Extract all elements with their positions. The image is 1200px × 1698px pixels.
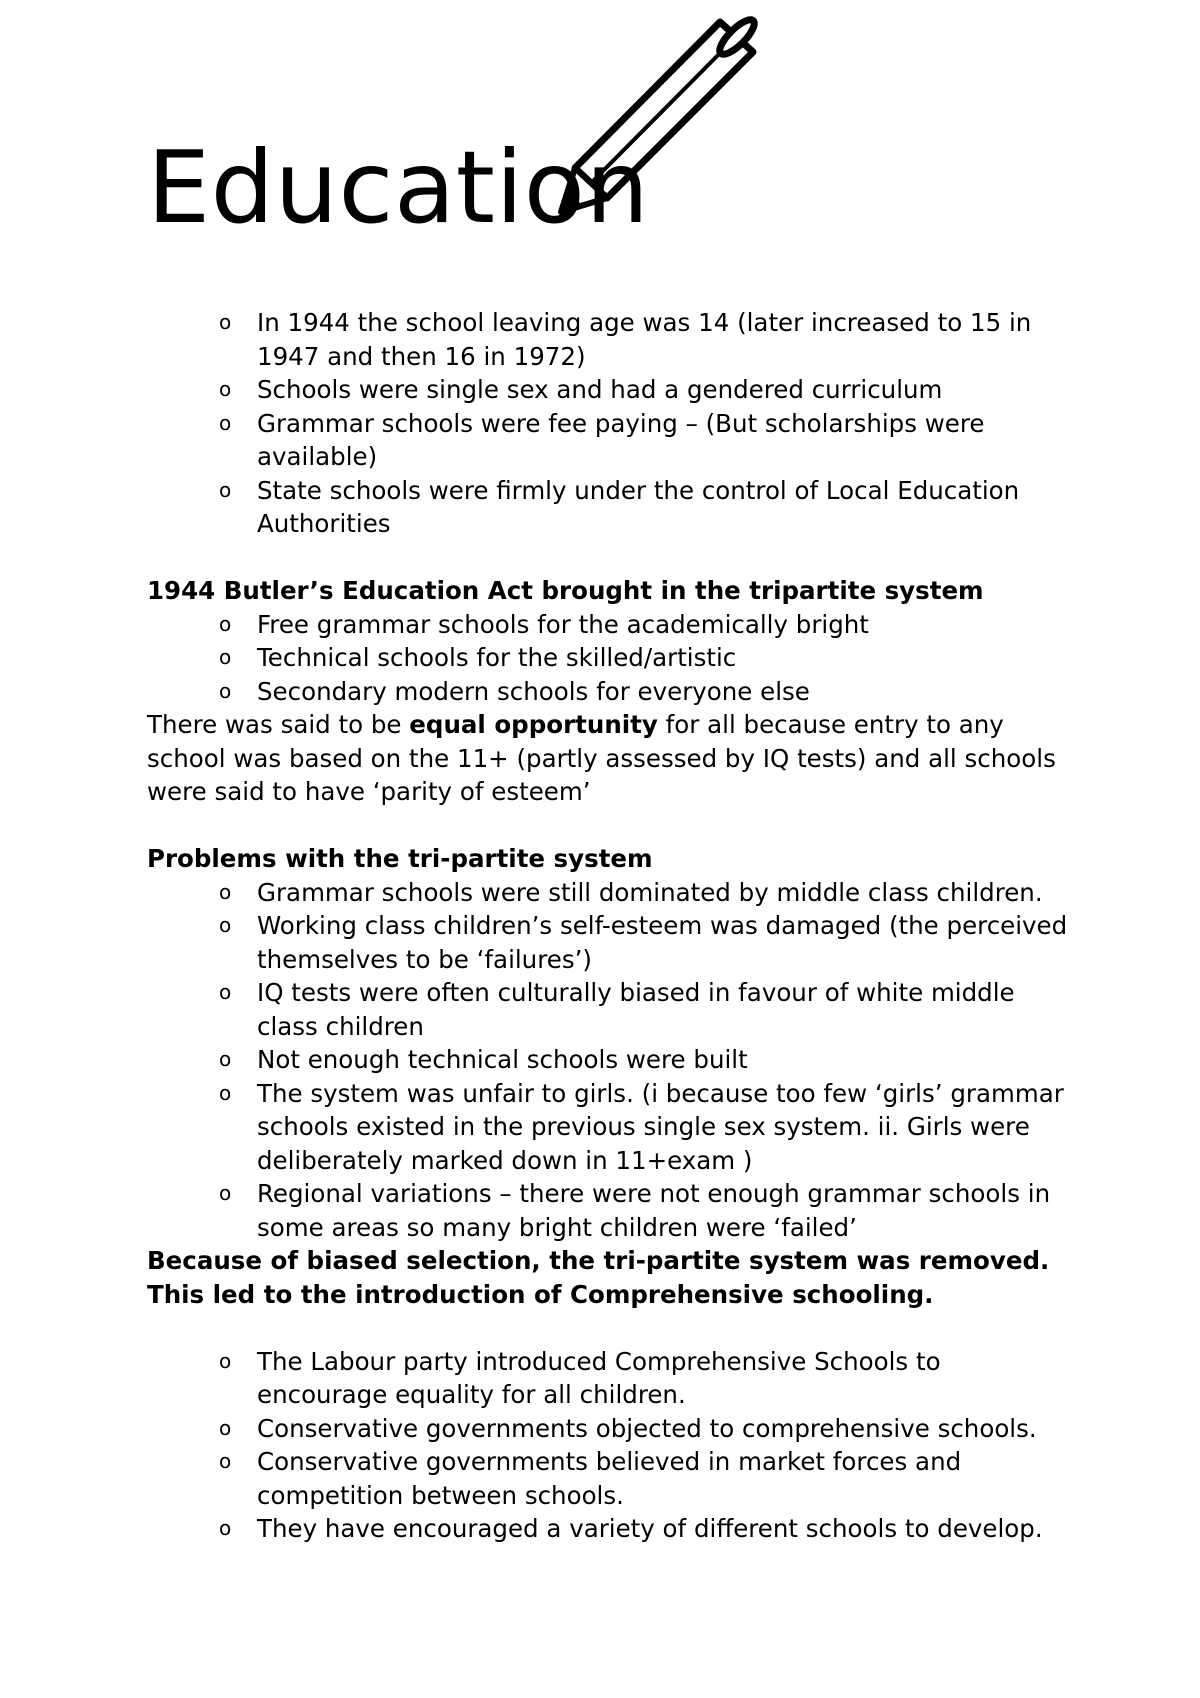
list-item (219, 641, 1077, 675)
list-item (219, 1077, 1077, 1178)
list-item-text: State schools were firmly under the control of Local Education Authorities (257, 475, 1020, 538)
bullet-marker: o (219, 879, 232, 904)
problems-list (147, 876, 1077, 1245)
bullet-marker: o (219, 377, 232, 401)
bullet-marker: o (219, 1047, 232, 1071)
bullet-marker: o (219, 1181, 232, 1205)
list-item (219, 474, 1077, 541)
list-item-text: Technical schools for the skilled/artistic (257, 643, 737, 672)
list-item-text: Conservative governments objected to comprehensive schools. (257, 1413, 1037, 1443)
bullet-marker: o (219, 980, 232, 1004)
list-item (219, 608, 1077, 642)
list-item (219, 1512, 1077, 1546)
bullet-marker: o (219, 913, 232, 937)
list-item (219, 1043, 1077, 1077)
bullet-marker: o (219, 310, 232, 334)
list-item-text: Grammar schools were fee paying – (But scholarships were available) (257, 408, 985, 471)
section-heading-butler-act: 1944 Butler’s Education Act brought in the tripartite system (147, 576, 984, 605)
list-item-text: Working class children’s self-esteem was damaged (the perceived themselves to be ‘failures’) (257, 911, 1068, 974)
list-item (219, 909, 1077, 976)
page-title: Education (147, 129, 650, 246)
list-item-text: Schools were single sex and had a gendered curriculum (257, 375, 943, 404)
list-item (219, 976, 1077, 1043)
list-item-text: Free grammar schools for the academically bright (257, 609, 869, 639)
list-item (219, 675, 1077, 709)
bullet-marker: o (219, 1348, 232, 1373)
bullet-marker: o (219, 1415, 232, 1440)
section-heading-problems: Problems with the tri-partite system (147, 844, 653, 873)
list-item (219, 1177, 1077, 1244)
bullet-marker: o (219, 410, 232, 435)
bullet-marker: o (219, 611, 232, 636)
spacer (147, 1311, 1077, 1345)
list-item-text: Not enough technical schools were built (257, 1045, 748, 1074)
spacer (147, 541, 1077, 575)
paragraph-text: for all because entry to any school was based on the 11+ (partly assessed by IQ tests) and all schools were said to have ‘parity of esteem’ (147, 710, 1056, 806)
list-item-text: They have encouraged a variety of different schools to develop. (257, 1514, 1043, 1543)
list-item-text: Secondary modern schools for everyone else (257, 676, 810, 706)
list-item-text: IQ tests were often culturally biased in favour of white middle class children (257, 978, 1015, 1041)
equal-opportunity-paragraph (147, 708, 1077, 809)
list-item (219, 1345, 1077, 1412)
list-item-text: Grammar schools were still dominated by middle class children. (257, 877, 1043, 907)
bullet-marker: o (219, 1080, 232, 1105)
list-item-text: Regional variations – there were not enough grammar schools in some areas so many bright children were ‘failed’ (257, 1179, 1051, 1242)
comprehensive-list (147, 1345, 1077, 1546)
list-item (219, 876, 1077, 910)
list-item-text: The Labour party introduced Comprehensive Schools to encourage equality for all children. (257, 1346, 941, 1409)
intro-list (147, 306, 1077, 541)
list-item (219, 407, 1077, 474)
document-body (147, 306, 1077, 1546)
bullet-marker: o (219, 645, 232, 669)
tripartite-list (147, 608, 1077, 709)
bullet-marker: o (219, 678, 232, 703)
list-item (219, 373, 1077, 407)
list-item-text: In 1944 the school leaving age was 14 (later increased to 15 in 1947 and then 16 in 1972) (257, 308, 1032, 371)
list-item (219, 306, 1077, 373)
list-item (219, 1412, 1077, 1446)
conclusion-text: Because of biased selection, the tri-partite system was removed. This led to the introduction of Comprehensive schooling. (147, 1246, 1050, 1309)
bullet-marker: o (219, 1516, 232, 1540)
list-item (219, 1445, 1077, 1512)
bullet-marker: o (219, 477, 232, 502)
list-item-text: The system was unfair to girls. (i because too few ‘girls’ grammar schools existed in the previous single sex system. ii. Girls were deliberately marked down in 11+exam ) (257, 1078, 1064, 1175)
spacer (147, 809, 1077, 843)
paragraph-text: There was said to be (147, 710, 410, 739)
emphasis-text: equal opportunity (409, 710, 658, 739)
list-item-text: Conservative governments believed in market forces and competition between schools. (257, 1447, 962, 1510)
bullet-marker: o (219, 1449, 232, 1473)
